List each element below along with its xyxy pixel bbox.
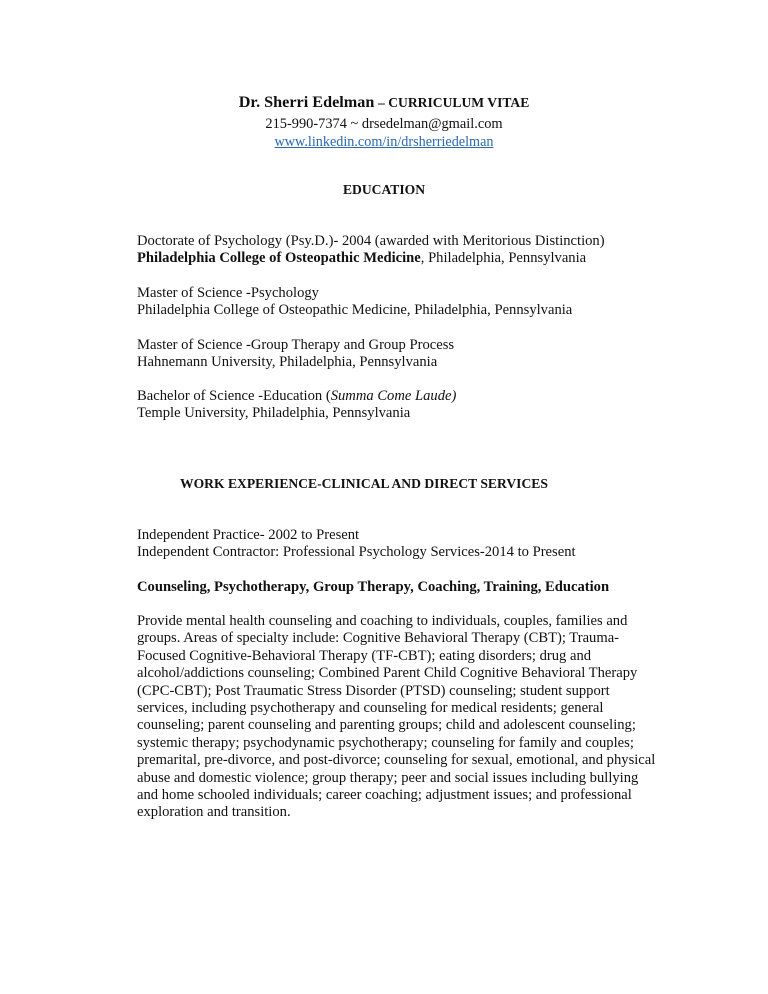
work-heading: WORK EXPERIENCE-CLINICAL AND DIRECT SERVICES xyxy=(180,476,548,491)
education-entry-ms-psychology xyxy=(137,285,677,320)
work-subheading-block xyxy=(137,579,677,596)
description-line: Provide mental health counseling and coaching to individuals, couples, families and xyxy=(137,613,628,629)
degree-prefix: Bachelor of Science -Education ( xyxy=(137,388,331,404)
degree-text: Master of Science -Group Therapy and Group Process xyxy=(137,337,455,353)
description-line: counseling; parent counseling and parenting groups; child and adolescent counseling; xyxy=(137,717,636,734)
degree-text xyxy=(137,388,677,405)
author-name: Dr. Sherri Edelman xyxy=(238,93,375,111)
description-line: systemic therapy; psychodynamic psychotherapy; counseling for family and couples; xyxy=(137,734,634,751)
position-independent-practice: Independent Practice- 2002 to Present xyxy=(137,527,360,543)
school-line: Temple University, Philadelphia, Pennsylvania xyxy=(137,405,411,422)
education-heading: EDUCATION xyxy=(342,182,426,197)
school-line: Hahnemann University, Philadelphia, Pennsylvania xyxy=(137,354,438,371)
description-line: (CPC-CBT); Post Traumatic Stress Disorder (PTSD) counseling; student support xyxy=(137,682,610,699)
linkedin-link[interactable]: www.linkedin.com/in/drsherriedelman xyxy=(274,134,494,150)
cv-title: – CURRICULUM VITAE xyxy=(378,95,530,110)
description-line: exploration and transition. xyxy=(137,804,291,821)
education-entry-bs-education xyxy=(137,388,677,423)
description-line: abuse and domestic violence; group therapy; peer and social issues including bullying xyxy=(137,769,639,786)
contact-info: 215-990-7374 ~ drsedelman@gmail.com xyxy=(265,116,503,132)
education-entry-psyd xyxy=(137,233,677,268)
linkedin-line xyxy=(0,133,768,151)
description-line: Focused Cognitive-Behavioral Therapy (TF-CBT); eating disorders; drug and xyxy=(137,647,592,664)
school-line xyxy=(137,250,677,267)
services-subheading: Counseling, Psychotherapy, Group Therapy, Coaching, Training, Education xyxy=(137,579,610,595)
description-line: alcohol/addictions counseling; Combined Parent Child Cognitive Behavioral Therapy xyxy=(137,665,638,682)
name-line xyxy=(0,93,768,113)
education-entry-ms-group-therapy xyxy=(137,337,677,372)
description-line: premarital, pre-divorce, and post-divorce; counseling for sexual, emotional, and physical xyxy=(137,752,656,769)
cv-header xyxy=(0,93,768,151)
degree-text: Doctorate of Psychology (Psy.D.)- 2004 (awarded with Meritorious Distinction) xyxy=(137,233,605,249)
school-line: Philadelphia College of Osteopathic Medicine, Philadelphia, Pennsylvania xyxy=(137,302,573,319)
work-positions xyxy=(137,527,677,562)
degree-honor: Summa Come Laude) xyxy=(330,388,457,404)
description-line: services, including psychotherapy and counseling for medical residents; general xyxy=(137,700,604,717)
position-independent-contractor: Independent Contractor: Professional Psychology Services-2014 to Present xyxy=(137,544,576,561)
degree-text: Master of Science -Psychology xyxy=(137,285,319,301)
school-name: Philadelphia College of Osteopathic Medicine xyxy=(137,250,421,267)
services-description xyxy=(137,613,677,822)
description-line: and home schooled individuals; career coaching; adjustment issues; and professional xyxy=(137,787,632,804)
school-location: , Philadelphia, Pennsylvania xyxy=(420,250,587,267)
description-line: groups. Areas of specialty include: Cognitive Behavioral Therapy (CBT); Trauma- xyxy=(137,630,620,647)
